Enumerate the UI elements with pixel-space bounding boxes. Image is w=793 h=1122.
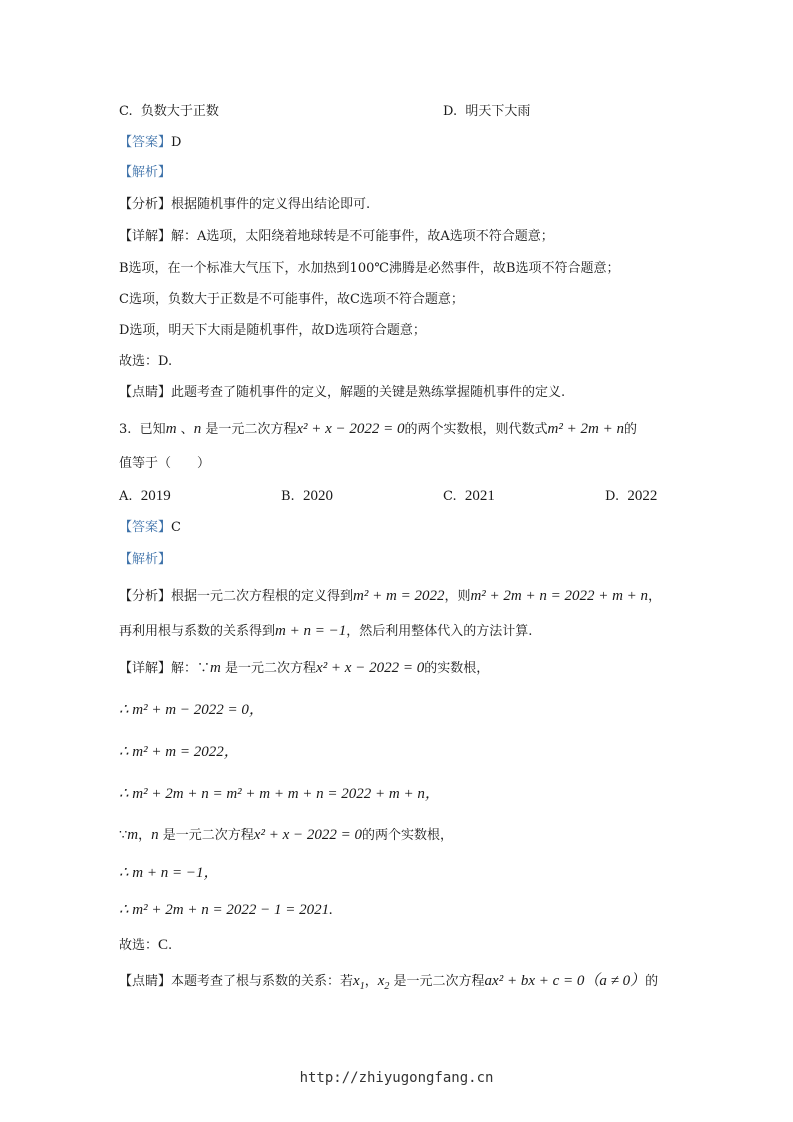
math: m² + 2m + n = 2022 + m + n xyxy=(470,588,649,604)
q2-dianjing xyxy=(119,384,565,402)
option-value: 2019 xyxy=(140,488,171,504)
option-d xyxy=(443,103,530,121)
q2-line-b: B选项，在一个标准大气压下，水加热到100℃沸腾是必然事件，故B选项不符合题意； xyxy=(119,261,620,276)
dianjing-text: 此题考查了随机事件的定义，解题的关键是熟练掌握随机事件的定义. xyxy=(171,385,566,400)
answer-tag: 【答案】 xyxy=(119,135,172,150)
q3-option-c xyxy=(443,487,495,506)
expression: m² + 2m + n xyxy=(547,421,624,437)
fenxi-text: 再利用根与系数的关系得到 xyxy=(119,624,276,639)
q3-option-d xyxy=(605,487,657,506)
math: m² + m = 2022 xyxy=(353,588,445,604)
xiangjie-text: 的实数根， xyxy=(424,661,490,676)
q2-fenxi xyxy=(119,196,370,214)
conclusion-value: C xyxy=(158,937,169,953)
option-value: 2022 xyxy=(627,488,658,504)
math: x² + x − 2022 = 0 xyxy=(316,660,425,676)
option-value: 2021 xyxy=(464,488,495,504)
conclusion-end: . xyxy=(168,938,173,953)
dianjing-tag: 【点睛】 xyxy=(119,974,172,989)
stem-text: 的两个实数根，则代数式 xyxy=(404,422,548,437)
xiangjie-text: 是一元二次方程 xyxy=(225,661,317,676)
fenxi-text: 根据随机事件的定义得出结论即可. xyxy=(171,197,371,212)
var-x2: $x_2$ xyxy=(377,973,390,992)
answer-tag: 【答案】 xyxy=(119,520,172,535)
step-text: 是一元二次方程 xyxy=(162,828,254,843)
q2-xiangjie xyxy=(119,228,554,246)
q3-analysis-tag: 【解析】 xyxy=(119,552,172,567)
q2-line-c: C选项，负数大于正数是不可能事件，故C选项不符合题意； xyxy=(119,292,464,307)
option-letter: C. xyxy=(443,489,457,504)
q3-step-3: ∴ m² + 2m + n = m² + m + m + n = 2022 + m + n， xyxy=(119,786,440,802)
fenxi-text: ， xyxy=(648,589,662,604)
option-letter: D. xyxy=(443,104,458,119)
footer-url: http://zhiyugongfang.cn xyxy=(299,1070,494,1086)
stem-text: 是一元二次方程 xyxy=(205,422,297,437)
q3-option-b xyxy=(281,487,333,506)
option-text: 明天下大雨 xyxy=(465,104,531,119)
q3-fenxi-line2 xyxy=(119,622,532,641)
xiangjie-text: 解：A选项，太阳绕着地球转是不可能事件，故A选项不符合题意； xyxy=(171,229,554,244)
xiangjie-text: 解：∵ xyxy=(171,661,211,676)
answer-value: D xyxy=(171,135,182,150)
option-letter: D. xyxy=(605,489,620,504)
q3-answer xyxy=(119,519,181,537)
q2-answer xyxy=(119,134,181,152)
math: ax² + bx + c = 0（a ≠ 0） xyxy=(484,973,646,989)
q3-conclusion xyxy=(119,936,172,955)
because: ∵ xyxy=(119,828,128,843)
var-m: m xyxy=(127,827,139,843)
q3-step-4 xyxy=(119,826,453,845)
var-n: n xyxy=(151,827,159,843)
q2-line-d: D选项，明天下大雨是随机事件，故D选项符合题意； xyxy=(119,323,426,338)
q3-step-5: ∴ m + n = −1， xyxy=(119,865,219,881)
question-number: 3. xyxy=(119,422,132,437)
option-c xyxy=(119,103,219,121)
q2-conclusion: 故选：D. xyxy=(119,354,173,369)
option-text: 负数大于正数 xyxy=(140,104,219,119)
equation: x² + x − 2022 = 0 xyxy=(296,421,405,437)
xiangjie-tag: 【详解】 xyxy=(119,661,172,676)
q3-step-2: ∴ m² + m = 2022， xyxy=(119,744,239,760)
stem-text: 的 xyxy=(623,422,637,437)
var-m: m xyxy=(210,660,221,676)
option-letter: A. xyxy=(119,489,133,504)
q2-analysis-tag: 【解析】 xyxy=(119,165,172,180)
option-value: 2020 xyxy=(302,488,333,504)
var-n: n xyxy=(193,421,202,437)
q3-option-a xyxy=(119,487,171,506)
q3-step-6: ∴ m² + 2m + n = 2022 − 1 = 2021. xyxy=(119,902,333,918)
dianjing-tag: 【点睛】 xyxy=(119,385,172,400)
conclusion-text: 故选： xyxy=(119,938,159,953)
stem-text: 已知 xyxy=(139,422,166,437)
dianjing-text: 的 xyxy=(645,974,659,989)
var-m: m xyxy=(165,421,177,437)
q3-stem-line2: 值等于（ ） xyxy=(119,456,211,471)
fenxi-tag: 【分析】 xyxy=(119,197,172,212)
q3-xiangjie xyxy=(119,659,489,678)
xiangjie-tag: 【详解】 xyxy=(119,229,172,244)
stem-sep: 、 xyxy=(180,422,194,437)
fenxi-tag: 【分析】 xyxy=(119,589,172,604)
fenxi-text: 根据一元二次方程根的定义得到 xyxy=(171,589,354,604)
dianjing-text: 是一元二次方程 xyxy=(393,974,485,989)
option-letter: B. xyxy=(281,489,295,504)
dianjing-text: 本题考查了根与系数的关系：若 xyxy=(171,974,354,989)
answer-value: C xyxy=(171,520,181,535)
math: m + n = −1 xyxy=(275,623,347,639)
step-text: ， xyxy=(138,828,152,843)
dianjing-text: ， xyxy=(364,974,378,989)
math: x² + x − 2022 = 0 xyxy=(253,827,362,843)
option-letter: C. xyxy=(119,104,133,119)
q3-step-1: ∴ m² + m − 2022 = 0， xyxy=(119,702,264,718)
q3-fenxi xyxy=(119,587,661,606)
step-text: 的两个实数根， xyxy=(361,828,453,843)
fenxi-text: ，则 xyxy=(444,589,471,604)
q3-dianjing xyxy=(119,972,658,991)
fenxi-text: ，然后利用整体代入的方法计算. xyxy=(346,624,533,639)
var-x1: $x_1$ xyxy=(353,973,365,992)
q3-stem xyxy=(119,420,637,439)
